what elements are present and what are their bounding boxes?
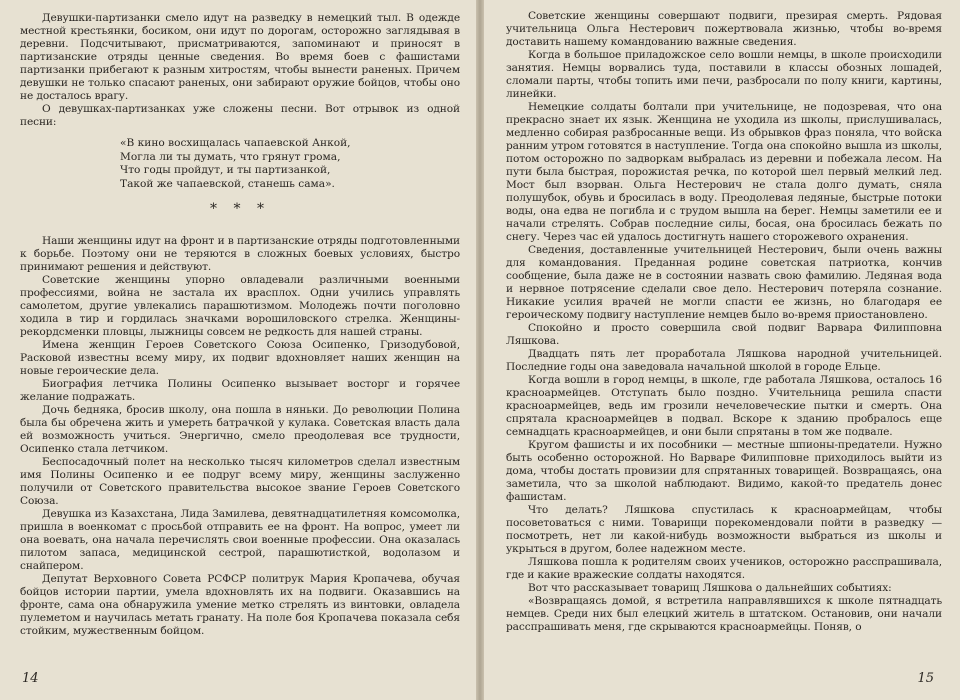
paragraph: Когда в большое приладожское село вошли немцы, в школе происходили занятия. Немцы ворвались туда, поставили в классы обозных лошадей, сломали парты, чтобы топить ими печи, разбросали по полу книги, картины, линейки. (506, 49, 942, 100)
verse-line: Такой же чапаевской, станешь сама». (120, 177, 335, 190)
right-page (484, 0, 960, 700)
paragraph: Девушки-партизанки смело идут на разведку в немецкий тыл. В одежде местной крестьянки, босиком, они идут по дорогам, осторожно заглядывая в деревни. Подсчитывают, присматриваются, запоминают и приносят в партизанские отряды ценные сведения. Во время боев с фашистами партизанки прибегают к разным хитростям, чтобы вынести раненых. Причем девушки не только спасают раненых, они забирают оружие бойцов, чтобы оно не досталось врагу. (20, 12, 460, 102)
page-number: 15 (917, 671, 934, 686)
paragraph: Наши женщины идут на фронт и в партизанские отряды подготовленными к борьбе. Поэтому они не теряются в сложных боевых условиях, быстро принимают решения и действуют. (20, 235, 460, 273)
paragraph: Что делать? Ляшкова спустилась к красноармейцам, чтобы посоветоваться с ними. Товарищи порекомендовали пойти в разведку — посмотреть, нет ли какой-нибудь возможности выбраться из школы и укрыться в другом, более надежном месте. (506, 504, 942, 555)
page-number: 14 (22, 671, 39, 686)
paragraph: Советские женщины совершают подвиги, презирая смерть. Рядовая учительница Ольга Нестерович пожертвовала жизнью, чтобы во-время доставить нашему командованию важные сведения. (506, 10, 942, 48)
paragraph: Биография летчика Полины Осипенко вызывает восторг и горячее желание подражать. (20, 378, 460, 403)
paragraph: Спокойно и просто совершила свой подвиг Варвара Филипповна Ляшкова. (506, 322, 942, 347)
paragraph: Двадцать пять лет проработала Ляшкова народной учительницей. Последние годы она заведовала начальной школой в городе Ельце. (506, 348, 942, 373)
verse-line: Что годы пройдут, и ты партизанкой, (120, 164, 331, 176)
paragraph: Советские женщины упорно овладевали различными военными профессиями, война не застала их врасплох. Одни учились управлять самолетом, другие увлекались парашютизмом. Молодежь почти поголовно ходила в тир и гордилась значками ворошиловского стрелка. Женщины-рекордсменки пловцы, лыжницы совсем не редкость для нашей страны. (20, 274, 460, 338)
paragraph: Имена женщин Героев Советского Союза Осипенко, Гризодубовой, Расковой известны всему миру, их подвиг вдохновляет наших женщин на новые героические дела. (20, 339, 460, 377)
paragraph: О девушках-партизанках уже сложены песни. Вот отрывок из одной песни: (20, 103, 460, 128)
paragraph: Сведения, доставленные учительницей Нестерович, были очень важны для командования. Преданная родине советская патриотка, кончив сообщение, была даже не в состоянии назвать свою фамилию. Ледяная вода и нервное потрясение сделали свое дело. Нестерович потеряла сознание. Никакие усилия врачей не могли спасти ее жизнь, но благодаря ее героическому подвигу наступление немцев было во-время приостановлено. (506, 244, 942, 321)
section-separator: * * * (210, 201, 270, 217)
paragraph: Дочь бедняка, бросив школу, она пошла в няньки. До революции Полина была бы обречена жить и умереть батрачкой у кулака. Советская власть дала ей возможность учиться. Энергично, смело преодолевая все трудности, Осипенко стала летчиком. (20, 404, 460, 455)
paragraph: Девушка из Казахстана, Лида Замилева, девятнадцатилетняя комсомолка, пришла в военкомат с просьбой отправить ее на фронт. На вопрос, умеет ли она воевать, она начала перечислять свои военные профессии. Она оказалась пилотом запаса, медицинской сестрой, парашютисткой, водолазом и снайпером. (20, 508, 460, 572)
left-page (0, 0, 476, 700)
paragraph: Вот что рассказывает товарищ Ляшкова о дальнейших событиях: (528, 582, 892, 594)
verse-line: «В кино восхищалась чапаевской Анкой, (120, 137, 351, 149)
paragraph: Ляшкова пошла к родителям своих учеников, осторожно расспрашивала, где и какие вражеские солдаты находятся. (506, 556, 942, 581)
paragraph: Когда вошли в город немцы, в школе, где работала Ляшкова, осталось 16 красноармейцев. Отступать было поздно. Учительница решила спасти красноармейцев, ведь им грозили нечеловеческие пытки и смерть. Она спрятала красноармейцев в подвал. Вскоре к зданию пробралось еще семнадцать красноармейцев, и они были спрятаны в том же подвале. (506, 374, 942, 438)
paragraph: Немецкие солдаты болтали при учительнице, не подозревая, что она прекрасно знает их язык. Женщина не уходила из школы, прислушивалась, медленно собирая разбросанные вещи. Из обрывков фраз поняла, что войска ранним утром готовятся в наступление. Тогда она спокойно вышла из школы, потом осторожно по задворкам выбралась из деревни и побежала лесом. На пути была быстрая, порожистая речка, по которой шел первый мелкий лед. Мост был взорван. Ольга Нестерович не стала долго думать, сняла полушубок, обувь и бросилась в воду. Преодолевая ледяные, быстрые потоки воды, она едва не погибла и с трудом вышла на берег. Немцы заметили ее и начали стрелять. Собрав последние силы, босая, она бросилась бежать по снегу. Через час ей удалось достигнуть нашего сторожевого охранения. (506, 101, 942, 243)
paragraph: Депутат Верховного Совета РСФСР политрук Мария Кропачева, обучая бойцов истории партии, умела вдохновлять их на подвиги. Оказавшись на фронте, сама она обнаружила умение метко стрелять из винтовки, овладела пулеметом и научилась метать гранату. На поле боя Кропачева показала себя стойким, мужественным бойцом. (20, 573, 460, 637)
verse-line: Могла ли ты думать, что грянут грома, (120, 150, 341, 163)
paragraph: Кругом фашисты и их пособники — местные шпионы-предатели. Нужно быть особенно осторожной. Но Варваре Филипповне приходилось выйти из дома, чтобы достать провизии для спрятанных товарищей. Возвращаясь, она заметила, что за школой наблюдают. Видимо, какой-то предатель донес фашистам. (506, 439, 942, 503)
paragraph: Беспосадочный полет на несколько тысяч километров сделал известным имя Полины Осипенко и ее подруг всему миру, женщины заслуженно получили от Советского правительства высокое звание Героев Советского Союза. (20, 456, 460, 507)
paragraph: «Возвращаясь домой, я встретила направлявшихся к школе пятнадцать немцев. Среди них был елецкий житель в штатском. Остановив, они начали расспрашивать меня, где скрываются красноармейцы. Поняв, о (506, 595, 942, 633)
song-verse (120, 137, 460, 191)
book-gutter (476, 0, 484, 700)
